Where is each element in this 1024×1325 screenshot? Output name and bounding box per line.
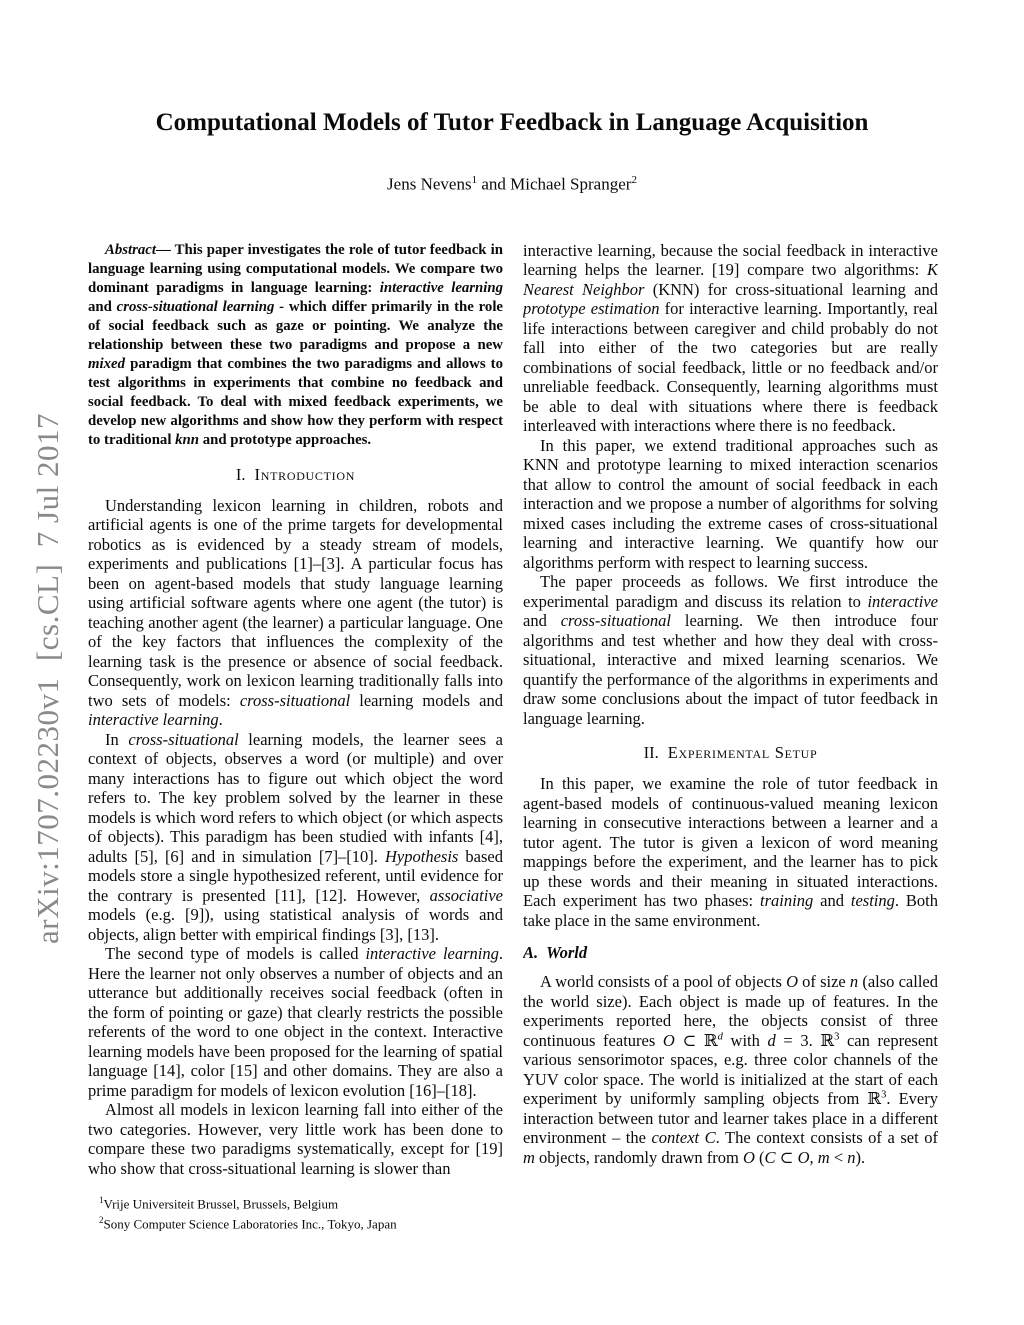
experimental-setup-paragraph: In this paper, we examine the role of tutor feedback in agent-based models of continuous-valued meaning lexicon learning in consecutive interactions between a learner and a tutor agent. The tutor is given a lexicon of word meaning mappings before the experiment, and the learner has to pick up these words and their meaning in situated interactions. Each experiment has two phases: training and testing. Both take place in the same environment. bbox=[523, 774, 938, 930]
intro-paragraph-4: Almost all models in lexicon learning fall into either of the two categories. However, very little work has been done to compare these two paradigms systematically, except for [19] who show that cross-situational learning is slower than bbox=[88, 1100, 503, 1178]
section-heading-experimental-setup bbox=[523, 743, 938, 763]
subsection-title: World bbox=[546, 943, 588, 963]
two-column-body bbox=[88, 241, 940, 1233]
world-paragraph: A world consists of a pool of objects O of size n (also called the world size). Each object is made up of features. In the experiments reported here, the objects consist of three continuous features O ⊂ ℝ$^d$ with d = 3. ℝ$^3$ can represent various sensorimotor spaces, e.g. three color channels of the YUV color space. The world is initialized at the start of each experiment by uniformly sampling objects from ℝ$^3$. Every interaction between tutor and learner takes place in a different environment – the context C. The context consists of a set of m objects, randomly drawn from O (C ⊂ O, m < n). bbox=[523, 972, 938, 1167]
section-number: II. bbox=[643, 743, 659, 763]
subsection-heading-world bbox=[523, 943, 938, 963]
footnotes bbox=[88, 1180, 503, 1233]
footnote-affiliation-2: $^2$Sony Computer Science Laboratories Inc., Tokyo, Japan bbox=[99, 1215, 397, 1232]
intro-paragraph-1: Understanding lexicon learning in children, robots and artificial agents is one of the prime targets for developmental robotics as is evidenced by a steady stream of models, experiments and publications [1]–[3]. A particular focus has been on agent-based models that study language learning using artificial software agents where one agent (the tutor) is teaching another agent (the learner) a particular language. One of the key factors that influences the complexity of the learning task is the presence or absence of social feedback. Consequently, work on lexicon learning traditionally falls into two sets of models: cross-situational learning models and interactive learning. bbox=[88, 495, 503, 730]
section-heading-introduction bbox=[88, 465, 503, 485]
intro-paragraph-3: The second type of models is called interactive learning. Here the learner not only observes a number of objects and an utterance but additionally receives social feedback (often in the form of pointing or gaze) that clearly restricts the possible referents of the word to one object in the context. Interactive learning models have been proposed for the learning of spatial language [14], color [15] and other domains. They are also a prime paradigm for models of lexicon evolution [16]–[18]. bbox=[88, 944, 503, 1100]
abstract-paragraph: Abstract— This paper investigates the role of tutor feedback in language learning using computational models. We compare two dominant paradigms in language learning: interactive learning and cross-situational learning - which differ primarily in the role of social feedback such as gaze or pointing. We analyze the relationship between these two paradigms and propose a new mixed paradigm that combines the two paradigms and allows to test algorithms in experiments that combine no feedback and social feedback. To deal with mixed feedback experiments, we develop new algorithms and show how they perform with respect to traditional knn and prototype approaches. bbox=[88, 241, 503, 448]
paper-title: Computational Models of Tutor Feedback in Language Acquisition bbox=[155, 109, 869, 136]
paper-authors: Jens Nevens$^1$ and Michael Spranger$^2$ bbox=[387, 174, 637, 194]
body-paragraph-extend: In this paper, we extend traditional approaches such as KNN and prototype learning to mixed interaction scenarios that allow to control the amount of social feedback in each interaction and we propose a number of algorithms for solving mixed cases including the extreme cases of cross-situational learning and interactive learning. We quantify how our algorithms perform with respect to learning success. bbox=[523, 435, 938, 572]
intro-paragraph-2: In cross-situational learning models, the learner sees a context of objects, observes a word (or multiple) and over many interactions has to figure out which object the word refers to. The key problem solved by the learner in these models is which word refers to which object (or which aspects of objects). This paradigm has been studied with infants [4], adults [5], [6] and in simulation [7]–[10]. Hypothesis based models store a single hypothesized referent, until evidence for the contrary is presented [11], [12]. However, associative models (e.g. [9]), using statistical analysis of words and objects, align better with empirical findings [3], [13]. bbox=[88, 729, 503, 944]
right-column bbox=[523, 241, 938, 1233]
section-number: I. bbox=[235, 464, 246, 484]
footnote-affiliation-1: $^1$Vrije Universiteit Brussel, Brussels, Belgium bbox=[99, 1195, 339, 1212]
section-title: Introduction bbox=[254, 464, 356, 484]
arxiv-watermark: arXiv:1707.02230v1 [cs.CL] 7 Jul 2017 bbox=[30, 413, 65, 944]
body-paragraph-outline: The paper proceeds as follows. We first introduce the experimental paradigm and discuss its relation to interactive and cross-situational learning. We then introduce four algorithms and test whether and how they deal with cross-situational, interactive and mixed learning scenarios. We quantify the performance of the algorithms in experiments and draw some conclusions about the impact of tutor feedback in language learning. bbox=[523, 572, 938, 728]
left-column bbox=[88, 241, 503, 1233]
continuation-paragraph: interactive learning, because the social feedback in interactive learning helps the learner. [19] compare two algorithms: K Nearest Neighbor (KNN) for cross-situational learning and prototype estimation for interactive learning. Importantly, real life interactions between caregiver and child probably do not fall into either of the two categories but are really combinations of social feedback, little or no feedback and/or unreliable feedback. Consequently, learning algorithms must be able to deal with situations where there is feedback interleaved with interactions where there is no feedback. bbox=[523, 240, 938, 436]
subsection-label: A. bbox=[523, 943, 539, 963]
paper-header bbox=[0, 0, 1024, 195]
section-title: Experimental Setup bbox=[667, 743, 818, 763]
